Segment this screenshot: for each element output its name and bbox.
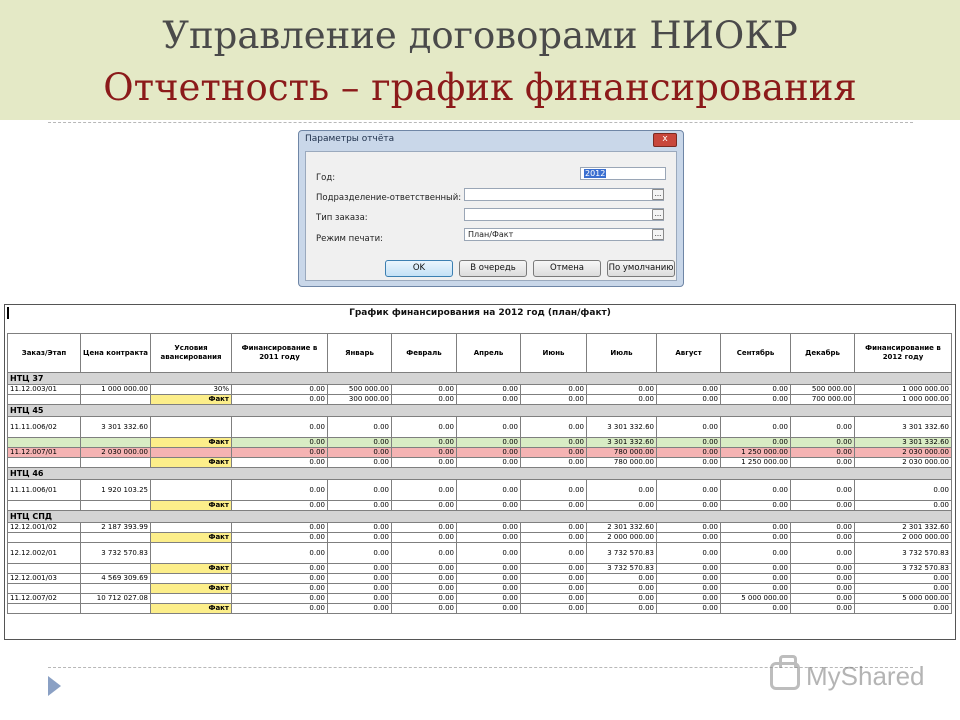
plan-row: [8, 594, 952, 604]
table-cell: 0.00: [457, 594, 521, 604]
table-cell: 1 000 000.00: [81, 385, 151, 395]
table-cell: 0.00: [855, 584, 952, 594]
watermark-logo-icon: [770, 662, 800, 690]
table-cell: 0.00: [791, 533, 855, 543]
table-cell: [81, 438, 151, 448]
table-cell: 10 712 027.08: [81, 594, 151, 604]
table-cell: 0.00: [657, 417, 721, 438]
close-icon[interactable]: x: [653, 133, 677, 147]
table-cell: 0.00: [392, 523, 457, 533]
table-cell: 700 000.00: [791, 395, 855, 405]
report-params-dialog: [298, 130, 684, 287]
table-cell: 0.00: [791, 604, 855, 614]
table-cell: 0.00: [521, 604, 587, 614]
table-cell: 0.00: [232, 501, 328, 511]
table-cell: Факт: [151, 604, 232, 614]
table-cell: 3 301 332.60: [587, 438, 657, 448]
table-cell: [8, 501, 81, 511]
table-cell: 780 000.00: [587, 458, 657, 468]
table-cell: 0.00: [721, 564, 791, 574]
table-cell: 0.00: [521, 395, 587, 405]
table-cell: 0.00: [232, 543, 328, 564]
table-cell: 0.00: [232, 533, 328, 543]
table-cell: 3 301 332.60: [81, 417, 151, 438]
dialog-title: Параметры отчёта: [305, 134, 395, 144]
table-cell: 0.00: [457, 564, 521, 574]
table-cell: 0.00: [521, 458, 587, 468]
table-cell: 0.00: [587, 574, 657, 584]
table-cell: 0.00: [657, 395, 721, 405]
table-cell: 0.00: [392, 448, 457, 458]
table-cell: 3 732 570.83: [81, 543, 151, 564]
group-row: [8, 511, 952, 523]
table-cell: 0.00: [587, 480, 657, 501]
plan-row: [8, 523, 952, 533]
group-row: [8, 373, 952, 385]
table-cell: [81, 584, 151, 594]
table-cell: 30%: [151, 385, 232, 395]
plan-row: [8, 417, 952, 438]
table-cell: 0.00: [392, 501, 457, 511]
column-header: Условия авансирования: [151, 334, 232, 373]
table-cell: [151, 523, 232, 533]
fact-row: [8, 564, 952, 574]
column-header: Апрель: [457, 334, 521, 373]
queue-button[interactable]: В очередь: [459, 260, 527, 277]
table-cell: [81, 458, 151, 468]
table-cell: 0.00: [392, 584, 457, 594]
cancel-button[interactable]: Отмена: [533, 260, 601, 277]
table-cell: 0.00: [657, 448, 721, 458]
table-cell: 0.00: [392, 543, 457, 564]
table-cell: 0.00: [791, 574, 855, 584]
table-cell: 0.00: [587, 604, 657, 614]
table-cell: [8, 438, 81, 448]
table-cell: 0.00: [721, 523, 791, 533]
table-cell: 0.00: [587, 501, 657, 511]
table-cell: 0.00: [521, 594, 587, 604]
print-mode-field[interactable]: План/Факт: [464, 228, 664, 241]
table-cell: 0.00: [521, 574, 587, 584]
table-cell: 0.00: [521, 438, 587, 448]
table-cell: 0.00: [587, 395, 657, 405]
table-cell: [81, 501, 151, 511]
table-cell: 12.12.002/01: [8, 543, 81, 564]
table-cell: 2 000 000.00: [855, 533, 952, 543]
table-cell: 1 250 000.00: [721, 458, 791, 468]
table-cell: 0.00: [521, 533, 587, 543]
table-cell: 0.00: [657, 594, 721, 604]
table-cell: 0.00: [328, 523, 392, 533]
table-cell: 0.00: [392, 438, 457, 448]
table-header-row: [8, 334, 952, 373]
table-cell: 0.00: [855, 574, 952, 584]
table-cell: 0.00: [328, 480, 392, 501]
table-cell: 0.00: [232, 574, 328, 584]
table-cell: 2 030 000.00: [81, 448, 151, 458]
table-cell: 2 187 393.99: [81, 523, 151, 533]
table-cell: 0.00: [328, 417, 392, 438]
column-header: Февраль: [392, 334, 457, 373]
table-cell: 3 301 332.60: [855, 417, 952, 438]
table-cell: 0.00: [392, 480, 457, 501]
table-cell: 0.00: [232, 604, 328, 614]
table-cell: 0.00: [721, 438, 791, 448]
table-cell: 0.00: [328, 458, 392, 468]
column-header: Цена контракта: [81, 334, 151, 373]
table-cell: 0.00: [521, 564, 587, 574]
slide-title: Управление договорами НИОКР: [162, 14, 798, 57]
table-cell: 0.00: [457, 584, 521, 594]
table-cell: 0.00: [721, 604, 791, 614]
table-cell: 0.00: [791, 438, 855, 448]
table-cell: 0.00: [791, 543, 855, 564]
table-cell: 0.00: [721, 574, 791, 584]
table-cell: [81, 564, 151, 574]
report-sheet: [4, 304, 956, 640]
table-cell: 2 301 332.60: [587, 523, 657, 533]
table-cell: 0.00: [791, 480, 855, 501]
table-cell: [151, 417, 232, 438]
table-cell: 0.00: [392, 533, 457, 543]
column-header: Финансирование в 2012 году: [855, 334, 952, 373]
table-cell: 0.00: [328, 574, 392, 584]
table-cell: 0.00: [328, 604, 392, 614]
table-cell: 0.00: [721, 480, 791, 501]
table-cell: 0.00: [721, 533, 791, 543]
table-cell: 0.00: [392, 458, 457, 468]
table-cell: [81, 604, 151, 614]
plan-row: [8, 543, 952, 564]
table-cell: 0.00: [328, 448, 392, 458]
table-cell: 0.00: [232, 448, 328, 458]
table-cell: 11.11.006/01: [8, 480, 81, 501]
table-cell: 0.00: [457, 480, 521, 501]
table-cell: [8, 564, 81, 574]
table-cell: 0.00: [457, 543, 521, 564]
table-cell: 0.00: [328, 543, 392, 564]
table-cell: [81, 533, 151, 543]
table-cell: [151, 543, 232, 564]
department-lookup-button[interactable]: ...: [652, 189, 664, 200]
plan-row: [8, 448, 952, 458]
table-cell: 0.00: [328, 584, 392, 594]
table-cell: 0.00: [587, 594, 657, 604]
table-cell: Факт: [151, 533, 232, 543]
table-cell: 11.12.007/02: [8, 594, 81, 604]
table-cell: [8, 584, 81, 594]
watermark: [770, 656, 925, 696]
table-cell: 0.00: [721, 395, 791, 405]
table-cell: 0.00: [328, 564, 392, 574]
table-cell: 0.00: [457, 438, 521, 448]
table-cell: [151, 574, 232, 584]
table-cell: 0.00: [721, 501, 791, 511]
table-cell: Факт: [151, 584, 232, 594]
fact-row: [8, 533, 952, 543]
table-cell: 0.00: [657, 501, 721, 511]
ok-button[interactable]: OK: [385, 260, 453, 277]
table-cell: [81, 395, 151, 405]
table-cell: 0.00: [657, 458, 721, 468]
fact-row: [8, 438, 952, 448]
table-cell: 0.00: [392, 574, 457, 584]
table-cell: 0.00: [521, 385, 587, 395]
table-cell: [8, 533, 81, 543]
table-cell: 1 920 103.25: [81, 480, 151, 501]
table-cell: 3 732 570.83: [587, 543, 657, 564]
table-cell: 1 250 000.00: [721, 448, 791, 458]
table-cell: 0.00: [791, 417, 855, 438]
table-cell: 4 569 309.69: [81, 574, 151, 584]
table-cell: 0.00: [791, 584, 855, 594]
table-cell: 0.00: [791, 564, 855, 574]
department-label: Подразделение-ответственный:: [316, 193, 462, 203]
table-cell: Факт: [151, 458, 232, 468]
table-cell: 3 732 570.83: [855, 543, 952, 564]
table-cell: 2 000 000.00: [587, 533, 657, 543]
fact-row: [8, 604, 952, 614]
plan-row: [8, 480, 952, 501]
table-cell: 0.00: [232, 417, 328, 438]
table-cell: 12.12.001/03: [8, 574, 81, 584]
table-cell: 0.00: [657, 438, 721, 448]
table-cell: 0.00: [328, 594, 392, 604]
report-title: График финансирования на 2012 год (план/факт): [349, 308, 611, 318]
group-row: [8, 405, 952, 417]
table-cell: 3 732 570.83: [587, 564, 657, 574]
table-cell: 0.00: [521, 417, 587, 438]
table-cell: 12.12.001/02: [8, 523, 81, 533]
table-cell: 0.00: [657, 584, 721, 594]
table-cell: 0.00: [791, 594, 855, 604]
table-cell: 0.00: [392, 395, 457, 405]
order-type-label: Тип заказа:: [316, 213, 368, 223]
table-cell: 0.00: [721, 543, 791, 564]
table-cell: 1 000 000.00: [855, 395, 952, 405]
plan-row: [8, 574, 952, 584]
table-cell: 500 000.00: [791, 385, 855, 395]
table-cell: 0.00: [232, 594, 328, 604]
table-cell: 0.00: [232, 385, 328, 395]
column-header: Август: [657, 334, 721, 373]
table-cell: 0.00: [791, 448, 855, 458]
table-cell: 0.00: [392, 594, 457, 604]
divider-top: [48, 122, 913, 123]
column-header: Июль: [587, 334, 657, 373]
order-type-field[interactable]: [464, 208, 664, 221]
group-label: НТЦ 45: [8, 405, 952, 417]
table-cell: 0.00: [232, 480, 328, 501]
table-cell: 0.00: [587, 584, 657, 594]
column-header: Заказ/Этап: [8, 334, 81, 373]
table-cell: Факт: [151, 395, 232, 405]
table-cell: 0.00: [791, 501, 855, 511]
table-cell: 0.00: [457, 385, 521, 395]
table-cell: 5 000 000.00: [721, 594, 791, 604]
group-label: НТЦ СПД: [8, 511, 952, 523]
table-cell: 0.00: [457, 501, 521, 511]
order-type-lookup-button[interactable]: ...: [652, 209, 664, 220]
table-cell: 0.00: [855, 480, 952, 501]
table-cell: 5 000 000.00: [855, 594, 952, 604]
table-cell: 0.00: [657, 604, 721, 614]
fact-row: [8, 395, 952, 405]
table-cell: [8, 458, 81, 468]
department-field[interactable]: [464, 188, 664, 201]
table-cell: 2 301 332.60: [855, 523, 952, 533]
table-cell: Факт: [151, 501, 232, 511]
watermark-text: MyShared: [806, 660, 925, 691]
table-cell: 0.00: [457, 458, 521, 468]
table-cell: 0.00: [587, 385, 657, 395]
next-slide-icon[interactable]: [48, 676, 61, 696]
table-cell: 0.00: [657, 574, 721, 584]
slide-header: [0, 0, 960, 120]
table-cell: 0.00: [657, 533, 721, 543]
table-cell: 2 030 000.00: [855, 458, 952, 468]
group-row: [8, 468, 952, 480]
table-cell: 0.00: [657, 385, 721, 395]
column-header: Январь: [328, 334, 392, 373]
group-label: НТЦ 46: [8, 468, 952, 480]
table-cell: 0.00: [232, 564, 328, 574]
column-header: Июнь: [521, 334, 587, 373]
table-cell: 0.00: [721, 385, 791, 395]
table-cell: [151, 448, 232, 458]
group-label: НТЦ 37: [8, 373, 952, 385]
table-cell: 0.00: [521, 523, 587, 533]
fact-row: [8, 584, 952, 594]
table-cell: 0.00: [521, 501, 587, 511]
table-cell: [151, 480, 232, 501]
table-cell: 0.00: [457, 604, 521, 614]
table-cell: 0.00: [657, 564, 721, 574]
table-cell: 300 000.00: [328, 395, 392, 405]
table-cell: 0.00: [392, 604, 457, 614]
table-cell: 0.00: [457, 574, 521, 584]
table-cell: 0.00: [232, 458, 328, 468]
table-cell: 0.00: [521, 543, 587, 564]
table-cell: 11.12.003/01: [8, 385, 81, 395]
table-cell: 0.00: [457, 448, 521, 458]
table-cell: 0.00: [855, 604, 952, 614]
table-cell: 0.00: [657, 543, 721, 564]
table-cell: 0.00: [657, 480, 721, 501]
table-cell: 0.00: [232, 395, 328, 405]
table-cell: 3 732 570.83: [855, 564, 952, 574]
table-cell: 0.00: [721, 417, 791, 438]
table-cell: 0.00: [392, 385, 457, 395]
print-mode-label: Режим печати:: [316, 234, 384, 244]
table-cell: 0.00: [328, 501, 392, 511]
column-header: Финансирование в 2011 году: [232, 334, 328, 373]
year-field[interactable]: [580, 167, 666, 180]
table-cell: 3 301 332.60: [855, 438, 952, 448]
table-cell: 11.12.007/01: [8, 448, 81, 458]
year-label: Год:: [316, 173, 336, 183]
table-cell: 11.11.006/02: [8, 417, 81, 438]
plan-row: [8, 385, 952, 395]
dialog-body: [305, 151, 677, 281]
table-cell: 0.00: [232, 584, 328, 594]
table-cell: 0.00: [457, 523, 521, 533]
table-cell: 0.00: [232, 523, 328, 533]
table-cell: 0.00: [457, 395, 521, 405]
table-cell: 0.00: [791, 458, 855, 468]
table-cell: [8, 604, 81, 614]
table-cell: Факт: [151, 564, 232, 574]
table-cell: 1 000 000.00: [855, 385, 952, 395]
slide-subtitle: Отчетность – график финансирования: [103, 66, 857, 109]
table-cell: 0.00: [328, 438, 392, 448]
default-button[interactable]: По умолчанию: [607, 260, 675, 277]
financing-table: [7, 333, 952, 614]
table-cell: 0.00: [791, 523, 855, 533]
column-header: Декабрь: [791, 334, 855, 373]
table-cell: 0.00: [721, 584, 791, 594]
fact-row: [8, 458, 952, 468]
table-cell: 0.00: [521, 584, 587, 594]
table-cell: 0.00: [855, 501, 952, 511]
table-cell: [8, 395, 81, 405]
table-cell: 0.00: [457, 533, 521, 543]
table-cell: 500 000.00: [328, 385, 392, 395]
table-cell: 0.00: [457, 417, 521, 438]
fact-row: [8, 501, 952, 511]
table-cell: 0.00: [392, 564, 457, 574]
table-cell: 0.00: [521, 448, 587, 458]
table-cell: 0.00: [328, 533, 392, 543]
table-cell: 0.00: [392, 417, 457, 438]
year-value: 2012: [585, 169, 606, 178]
table-cell: [151, 594, 232, 604]
table-cell: 0.00: [657, 523, 721, 533]
table-cell: 2 030 000.00: [855, 448, 952, 458]
table-cell: 0.00: [232, 438, 328, 448]
table-cell: 3 301 332.60: [587, 417, 657, 438]
table-cell: 0.00: [521, 480, 587, 501]
column-header: Сентябрь: [721, 334, 791, 373]
print-mode-lookup-button[interactable]: ...: [652, 229, 664, 240]
table-cell: Факт: [151, 438, 232, 448]
table-cell: 780 000.00: [587, 448, 657, 458]
